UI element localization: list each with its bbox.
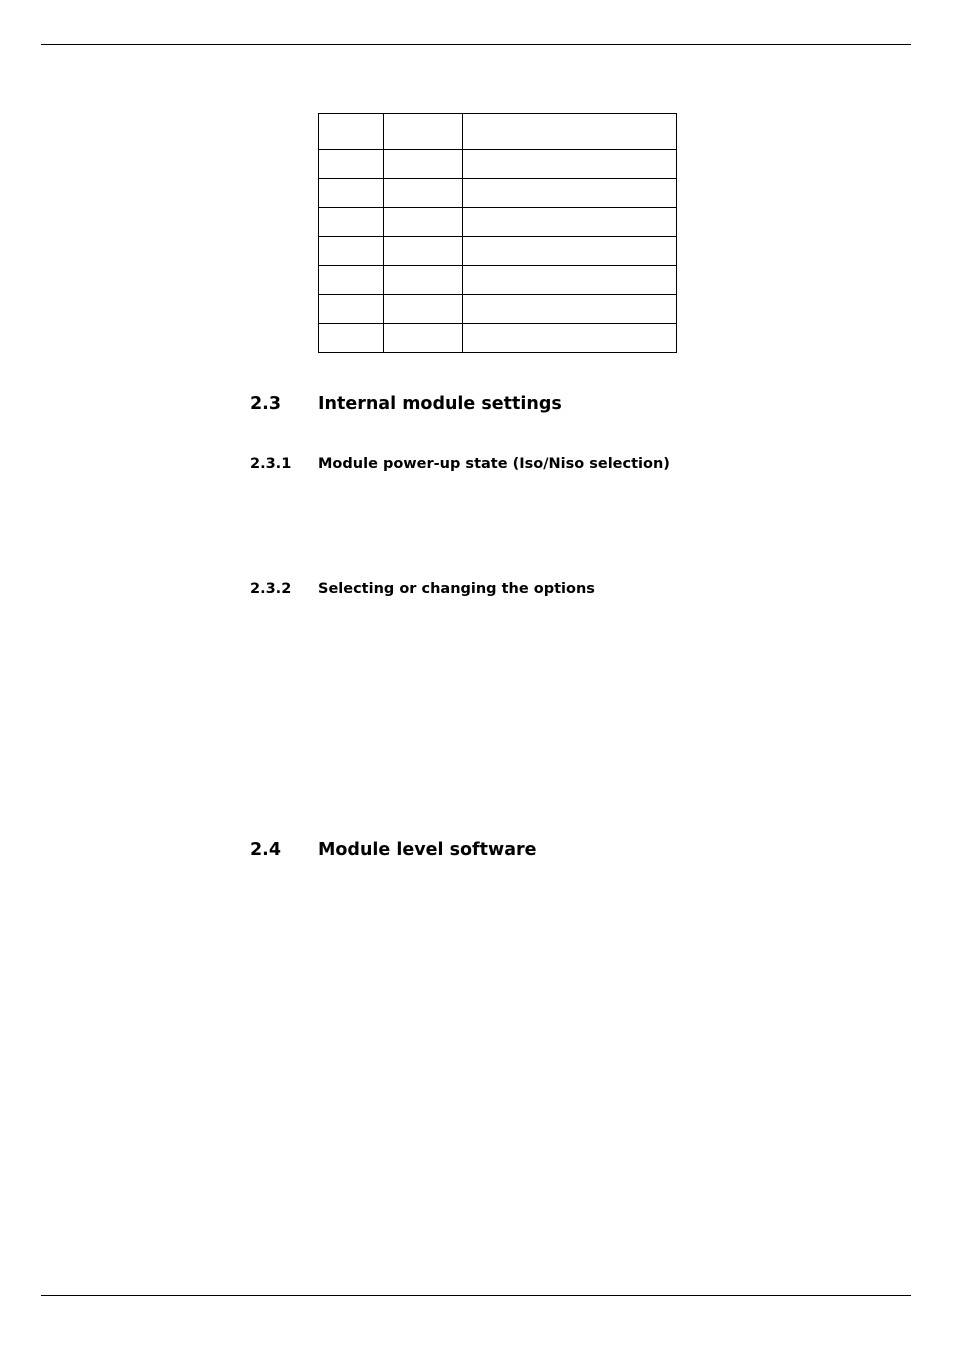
section-heading-2-4: [250, 842, 537, 860]
table-cell: [319, 114, 384, 150]
table-row: [319, 114, 677, 150]
table-cell: [463, 266, 677, 295]
table-row: [319, 179, 677, 208]
section-title: Selecting or changing the options: [318, 581, 595, 597]
table-cell: [319, 295, 384, 324]
table-row: [319, 295, 677, 324]
section-title: Module level software: [318, 840, 537, 860]
table-cell: [384, 324, 463, 353]
table-cell: [384, 150, 463, 179]
table-row: [319, 150, 677, 179]
table-cell: [463, 150, 677, 179]
header-rule: [41, 44, 911, 45]
section-heading-2-3-2: [250, 582, 595, 597]
section-number: 2.4: [250, 840, 282, 860]
table-cell: [384, 266, 463, 295]
data-table: [318, 113, 677, 353]
table-cell: [463, 114, 677, 150]
table-cell: [463, 237, 677, 266]
footer-rule: [41, 1295, 911, 1296]
section-heading-2-3: [250, 396, 562, 414]
table-cell: [463, 179, 677, 208]
table-cell: [319, 324, 384, 353]
table-cell: [319, 150, 384, 179]
section-number: 2.3: [250, 394, 282, 414]
table-cell: [463, 295, 677, 324]
table-cell: [463, 208, 677, 237]
section-title: Module power-up state (Iso/Niso selection): [318, 456, 670, 472]
table-row: [319, 237, 677, 266]
table-cell: [384, 179, 463, 208]
section-number: 2.3.2: [250, 581, 292, 597]
table-row: [319, 324, 677, 353]
table-row: [319, 208, 677, 237]
table-cell: [384, 295, 463, 324]
table-cell: [319, 208, 384, 237]
section-number: 2.3.1: [250, 456, 292, 472]
table-cell: [319, 179, 384, 208]
section-title: Internal module settings: [318, 394, 562, 414]
table-cell: [319, 266, 384, 295]
section-heading-2-3-1: [250, 457, 670, 472]
table-cell: [384, 208, 463, 237]
table-cell: [319, 237, 384, 266]
table-row: [319, 266, 677, 295]
table-cell: [384, 114, 463, 150]
table-cell: [384, 237, 463, 266]
table-cell: [463, 324, 677, 353]
